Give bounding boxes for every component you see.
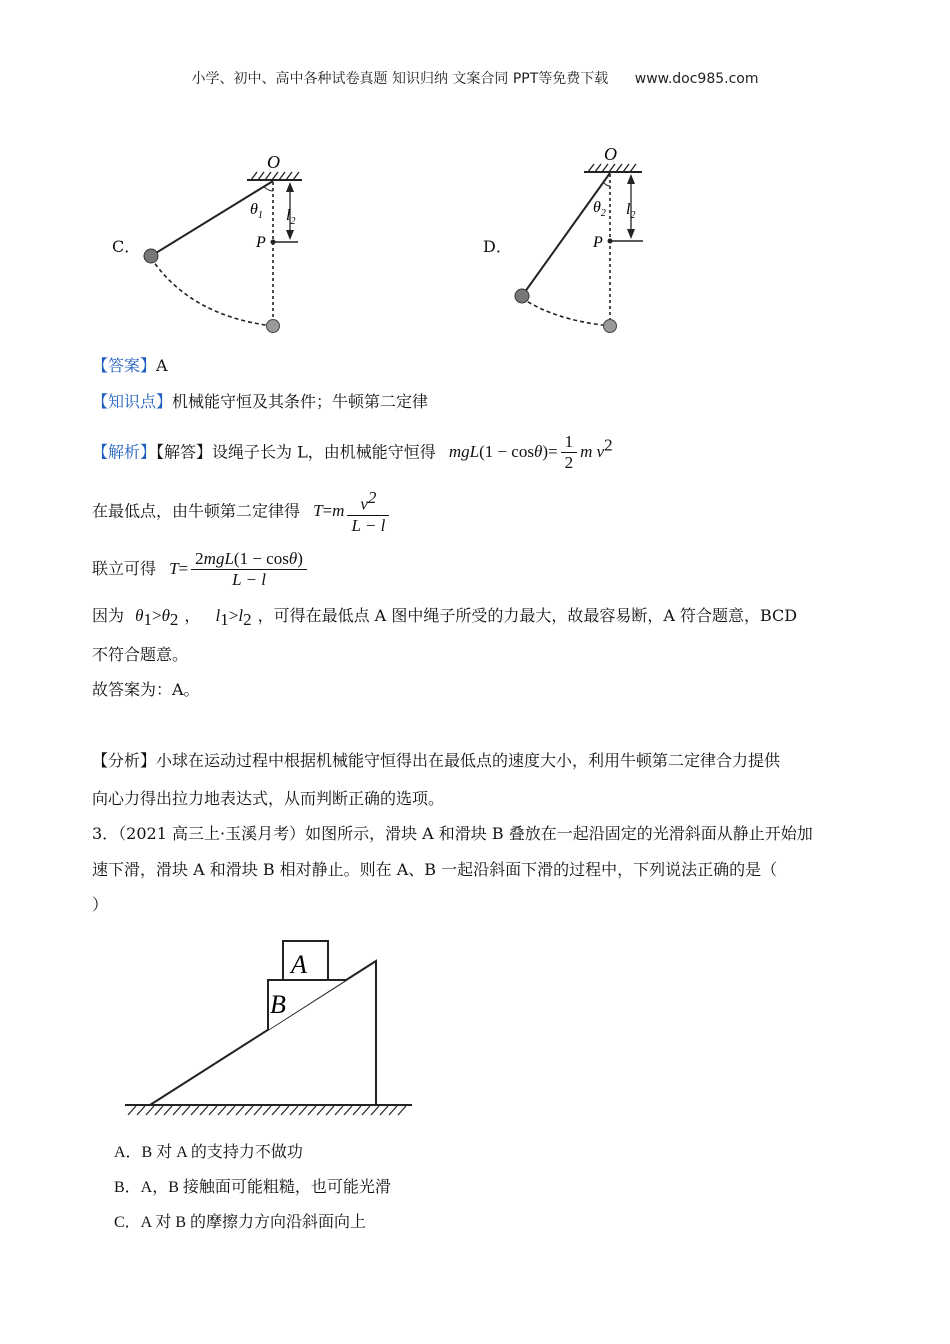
point-label-c: P — [256, 234, 266, 251]
ball-bottom-d — [604, 320, 617, 333]
theta-c: $\theta_1$ — [250, 201, 263, 221]
point-label-d: P — [593, 234, 603, 251]
analysis-tag: 【解析】 — [92, 442, 157, 462]
analysis-line-6: 故答案为：A。 — [92, 680, 200, 699]
knowledge-text: 机械能守恒及其条件；牛顿第二定律 — [172, 392, 429, 411]
pivot-label-c: O — [267, 152, 280, 172]
pendulum-figure-d — [500, 140, 660, 345]
answer-tag: 【答案】 — [92, 356, 157, 375]
analysis-line-5: 不符合题意。 — [92, 645, 189, 664]
question3-line-1: 3．（2021 高三上·玉溪月考）如图所示，滑块 A 和滑块 B 叠放在一起沿固定的光滑斜面从静止开始加 — [92, 824, 813, 843]
pivot-label-d: O — [604, 144, 617, 164]
figure-d-label: D． — [483, 237, 512, 256]
knowledge-line — [92, 390, 428, 414]
ball-c — [144, 249, 158, 263]
incline-figure — [120, 935, 420, 1125]
length-comparison: $l_1>l_2$ — [215, 606, 252, 630]
ball-bottom-c — [267, 320, 280, 333]
knowledge-tag: 【知识点】 — [92, 392, 173, 411]
angle-comparison: $\theta_1>\theta_2$ — [135, 606, 179, 630]
analysis-line-1 — [92, 426, 613, 473]
option-a[interactable]: A．B 对 A 的支持力不做功 — [114, 1144, 303, 1161]
ball-d — [515, 289, 529, 303]
incline — [150, 961, 376, 1105]
newton-equation: T=m $\frac{v^2}{L - l}$ — [313, 501, 392, 520]
analysis-line-4: 因为 $\theta_1>\theta_2$ ， $l_1>l_2$ ，可得在最低点 A 图中绳子所受的力最大，故最容易断，A 符合题意，BCD — [92, 606, 798, 630]
block-b-label: B — [270, 990, 286, 1019]
length-label-c: $l_2$ — [286, 207, 296, 227]
answer-value: A — [156, 356, 168, 375]
analysis-line-2: 在最低点，由牛顿第二定律得 T=m $\frac{v^2}{L - l}$ — [92, 488, 392, 536]
fenxi-line-1: 【分析】小球在运动过程中根据机械能守恒得出在最低点的速度大小，利用牛顿第二定律合力提供 — [92, 751, 781, 770]
fenxi-line-2: 向心力得出拉力地表达式，从而判断正确的选项。 — [92, 789, 445, 808]
option-b[interactable]: B．A，B 接触面可能粗糙，也可能光滑 — [114, 1179, 391, 1196]
block-a-label: A — [291, 950, 307, 979]
question3-line-2: 速下滑，滑块 A 和滑块 B 相对静止。则在 A、B 一起沿斜面下滑的过程中，下列说法正确的是（ — [92, 860, 778, 879]
question3-line-3: ） — [92, 895, 109, 914]
theta-d: $\theta_2$ — [593, 199, 606, 219]
analysis-line-3: 联立可得 T= $\frac{\text{2mgL(1 − cosθ)}}{L - l}$ — [92, 549, 310, 590]
option-c[interactable]: C．A 对 B 的摩擦力方向沿斜面向上 — [114, 1214, 367, 1231]
header-url: www.doc985.com — [634, 71, 759, 87]
header-text: 小学、初中、高中各种试卷真题 知识归纳 文案合同 PPT等免费下载 — [191, 71, 609, 87]
tension-equation: T= $\frac{\text{2mgL(1 − cosθ)}}{L - l}$ — [169, 559, 310, 578]
pendulum-figure-c — [130, 140, 320, 345]
figure-c-label: C． — [112, 237, 141, 256]
page-header — [0, 68, 950, 88]
analysis-lead: 【解答】设绳子长为 L，由机械能守恒得 — [156, 442, 436, 462]
length-label-d: $l_2$ — [626, 201, 636, 221]
answer-line — [92, 354, 168, 378]
energy-equation: mgL(1 − cosθ)= $\frac{1}{2}$ m $v^2$ — [448, 432, 613, 473]
